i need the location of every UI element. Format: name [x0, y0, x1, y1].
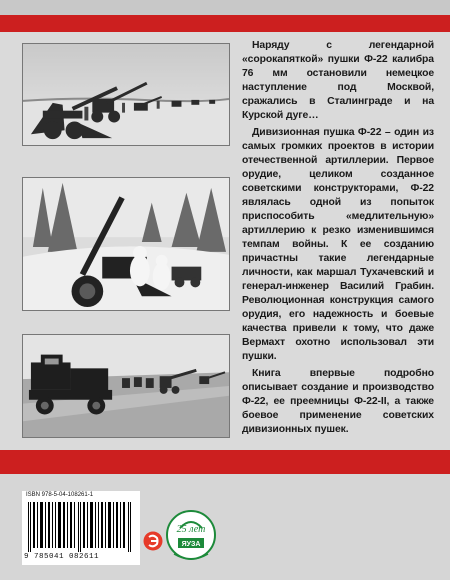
svg-text:ЯУЗА: ЯУЗА — [181, 541, 201, 548]
barcode-icon — [26, 502, 136, 552]
blurb-paragraph-1: Наряду с легендарной «сорокапяткой» пушки Ф-22 калибра 76 мм остановили немецкое наступление под Москвой, сражались в Сталинграде и на Курской дуге… — [242, 40, 434, 121]
isbn-label: ISBN 978-5-04-108261-1 — [26, 492, 94, 498]
photo-guns-in-snow — [22, 43, 230, 146]
photo-truck-column — [22, 334, 230, 438]
top-red-stripe — [0, 15, 450, 32]
svg-text:25 лет: 25 лет — [176, 524, 206, 535]
yauza-anniversary-logo-icon — [166, 504, 216, 571]
blurb-text — [242, 39, 434, 440]
eksmo-logo-icon — [143, 531, 163, 556]
photo-gun-in-forest — [22, 177, 230, 311]
barcode-digits: 9 785041 082611 — [24, 553, 100, 561]
top-band — [0, 0, 450, 15]
blurb-paragraph-3: Книга впервые подробно описывает создание и производство Ф-22, ее преемницы Ф-22-II, а также боевое применение советских дивизионных пушек. — [242, 368, 434, 435]
bottom-red-stripe — [0, 450, 450, 474]
blurb-paragraph-2: Дивизионная пушка Ф-22 – один из самых громких проектов в истории отечественной артиллерии. Первое орудие, целиком созданное советскими конструкторами, Ф-22 являлась одной из попыток приспособить «медлительную» артиллерию к резко изменившимся темпам войны. К ее созданию причастны такие легендарные личности, как маршал Тухачевский и генерал-инженер Василий Грабин. Революционная конструкция самого орудия, его надежность и боевые качества привели к тому, что даже Вермахт охотно использовал эти пушки. — [242, 127, 434, 362]
barcode-box — [22, 491, 140, 565]
